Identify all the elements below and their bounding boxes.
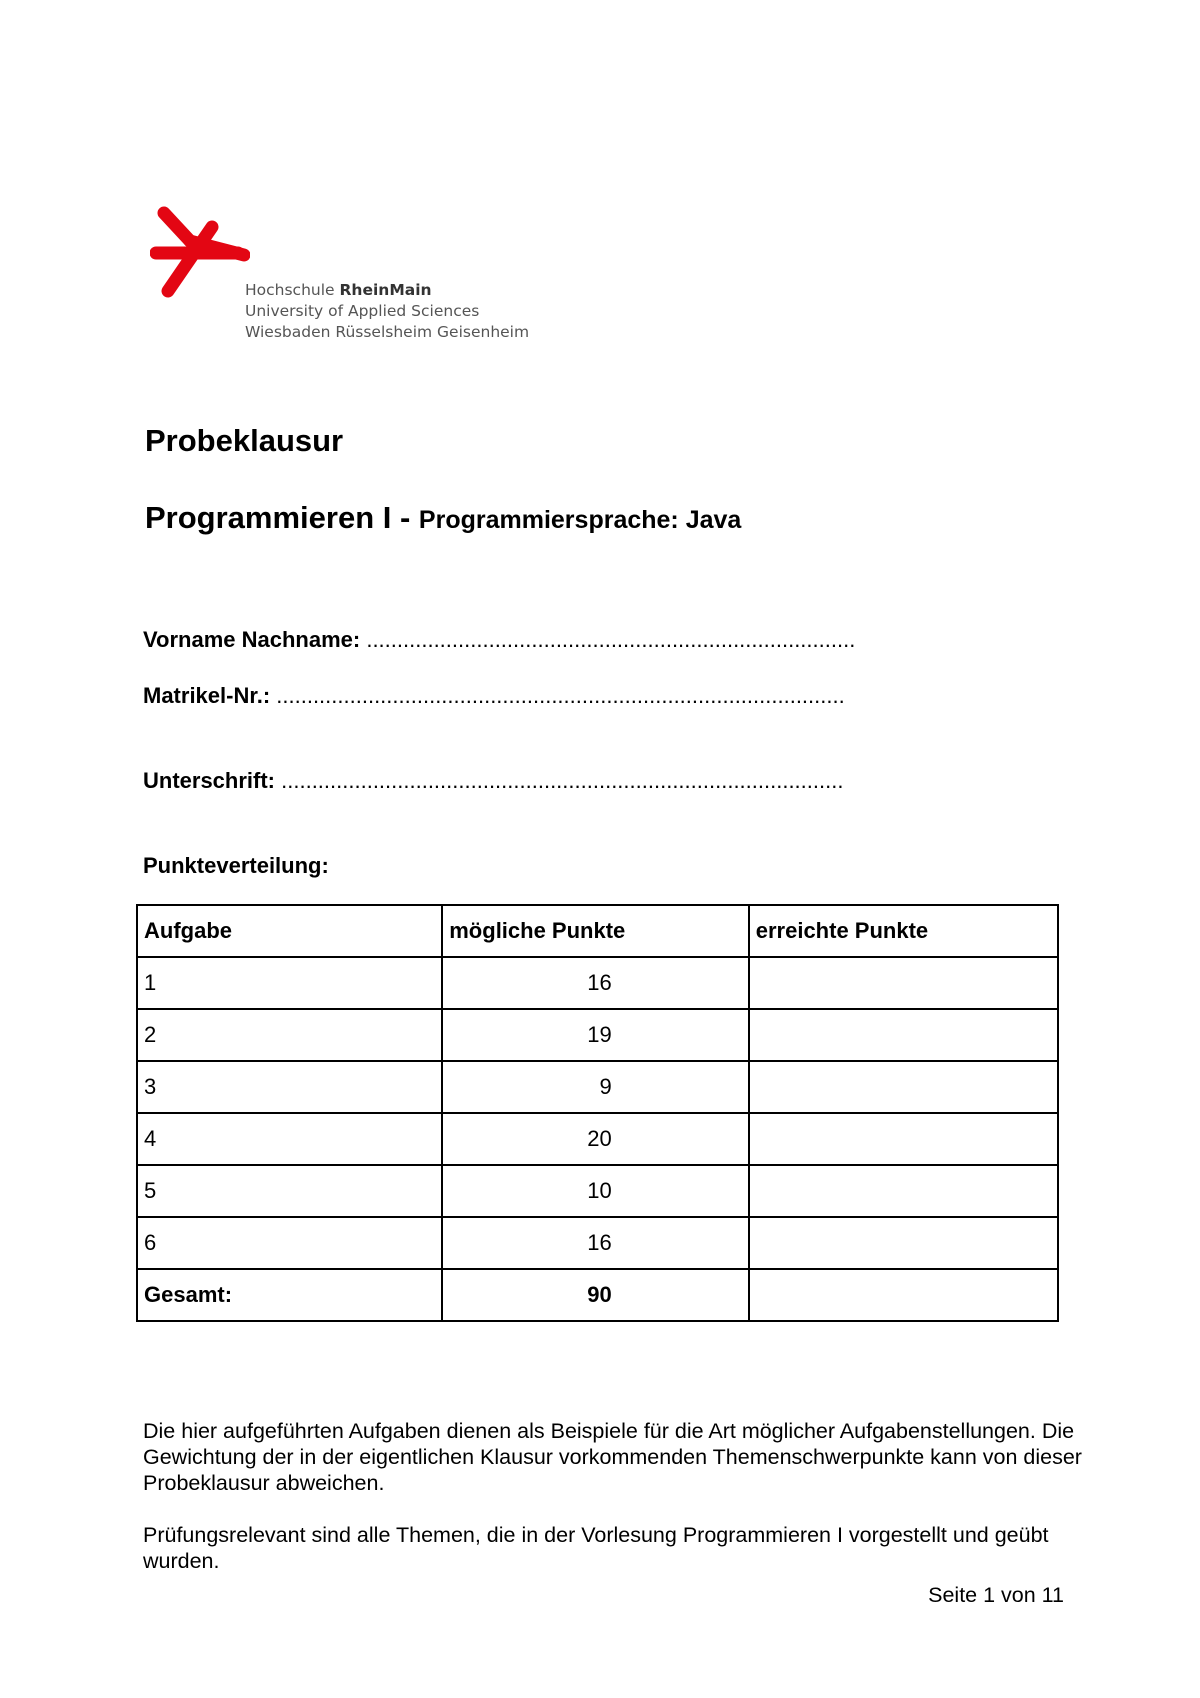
table-row [137,1113,1058,1165]
possible-points: 19 [442,1009,748,1061]
points-distribution-heading: Punkteverteilung: [143,853,329,878]
name-field-label: Vorname Nachname: [143,627,361,652]
table-row [137,1061,1058,1113]
task-number: 3 [137,1061,442,1113]
table-row [137,957,1058,1009]
achieved-points-cell[interactable] [749,1165,1058,1217]
achieved-points-cell[interactable] [749,957,1058,1009]
header-achieved-points: erreichte Punkte [749,905,1058,957]
total-achieved-points-cell[interactable] [749,1269,1058,1321]
possible-points: 10 [442,1165,748,1217]
subtitle-course: Programmieren I - [145,500,419,535]
name-field-line[interactable]: ................................................................................ [360,627,856,652]
signature-field-label: Unterschrift: [143,768,276,793]
note-paragraph-2: Prüfungsrelevant sind alle Themen, die in der Vorlesung Programmieren I vorgestellt und geübt wurden. [143,1523,1049,1573]
university-name-line1: Hochschule RheinMain [245,281,432,299]
asterisk-logo-icon [150,205,250,305]
achieved-points-cell[interactable] [749,1217,1058,1269]
achieved-points-cell[interactable] [749,1113,1058,1165]
page-number: Seite 1 von 11 [928,1583,1064,1607]
university-name [245,280,529,343]
table-total-row [137,1269,1058,1321]
subtitle-language: Programmiersprache: Java [418,506,742,534]
header-task: Aufgabe [137,905,442,957]
total-label: Gesamt: [137,1269,442,1321]
document-subtitle [145,500,741,536]
table-row [137,1165,1058,1217]
achieved-points-cell[interactable] [749,1061,1058,1113]
university-name-line3: Wiesbaden Rüsselsheim Geisenheim [245,323,530,341]
possible-points: 16 [442,957,748,1009]
achieved-points-cell[interactable] [749,1009,1058,1061]
matrikel-field-label: Matrikel-Nr.: [143,683,271,708]
matrikel-field [143,683,845,709]
matrikel-field-line[interactable]: ............................................................................................. [270,683,845,708]
possible-points: 20 [442,1113,748,1165]
university-name-line2: University of Applied Sciences [245,302,480,320]
possible-points: 9 [442,1061,748,1113]
table-row [137,1009,1058,1061]
table-row [137,1217,1058,1269]
points-table [136,904,1059,1322]
table-header-row [137,905,1058,957]
name-field [143,627,855,653]
task-number: 2 [137,1009,442,1061]
task-number: 1 [137,957,442,1009]
possible-points: 16 [442,1217,748,1269]
task-number: 6 [137,1217,442,1269]
signature-field-line[interactable]: ............................................................................................ [275,768,844,793]
document-title: Probeklausur [145,423,344,458]
header-possible-points: mögliche Punkte [442,905,748,957]
signature-field [143,768,843,794]
total-possible-points: 90 [442,1269,748,1321]
task-number: 5 [137,1165,442,1217]
university-logo [150,205,530,345]
note-paragraph-1: Die hier aufgeführten Aufgaben dienen als Beispiele für die Art möglicher Aufgabenstellungen. Die Gewichtung der in der eigentlichen Klausur vorkommenden Themenschwerpunkte kann von dieser Probeklausur abweichen. [143,1419,1082,1495]
task-number: 4 [137,1113,442,1165]
